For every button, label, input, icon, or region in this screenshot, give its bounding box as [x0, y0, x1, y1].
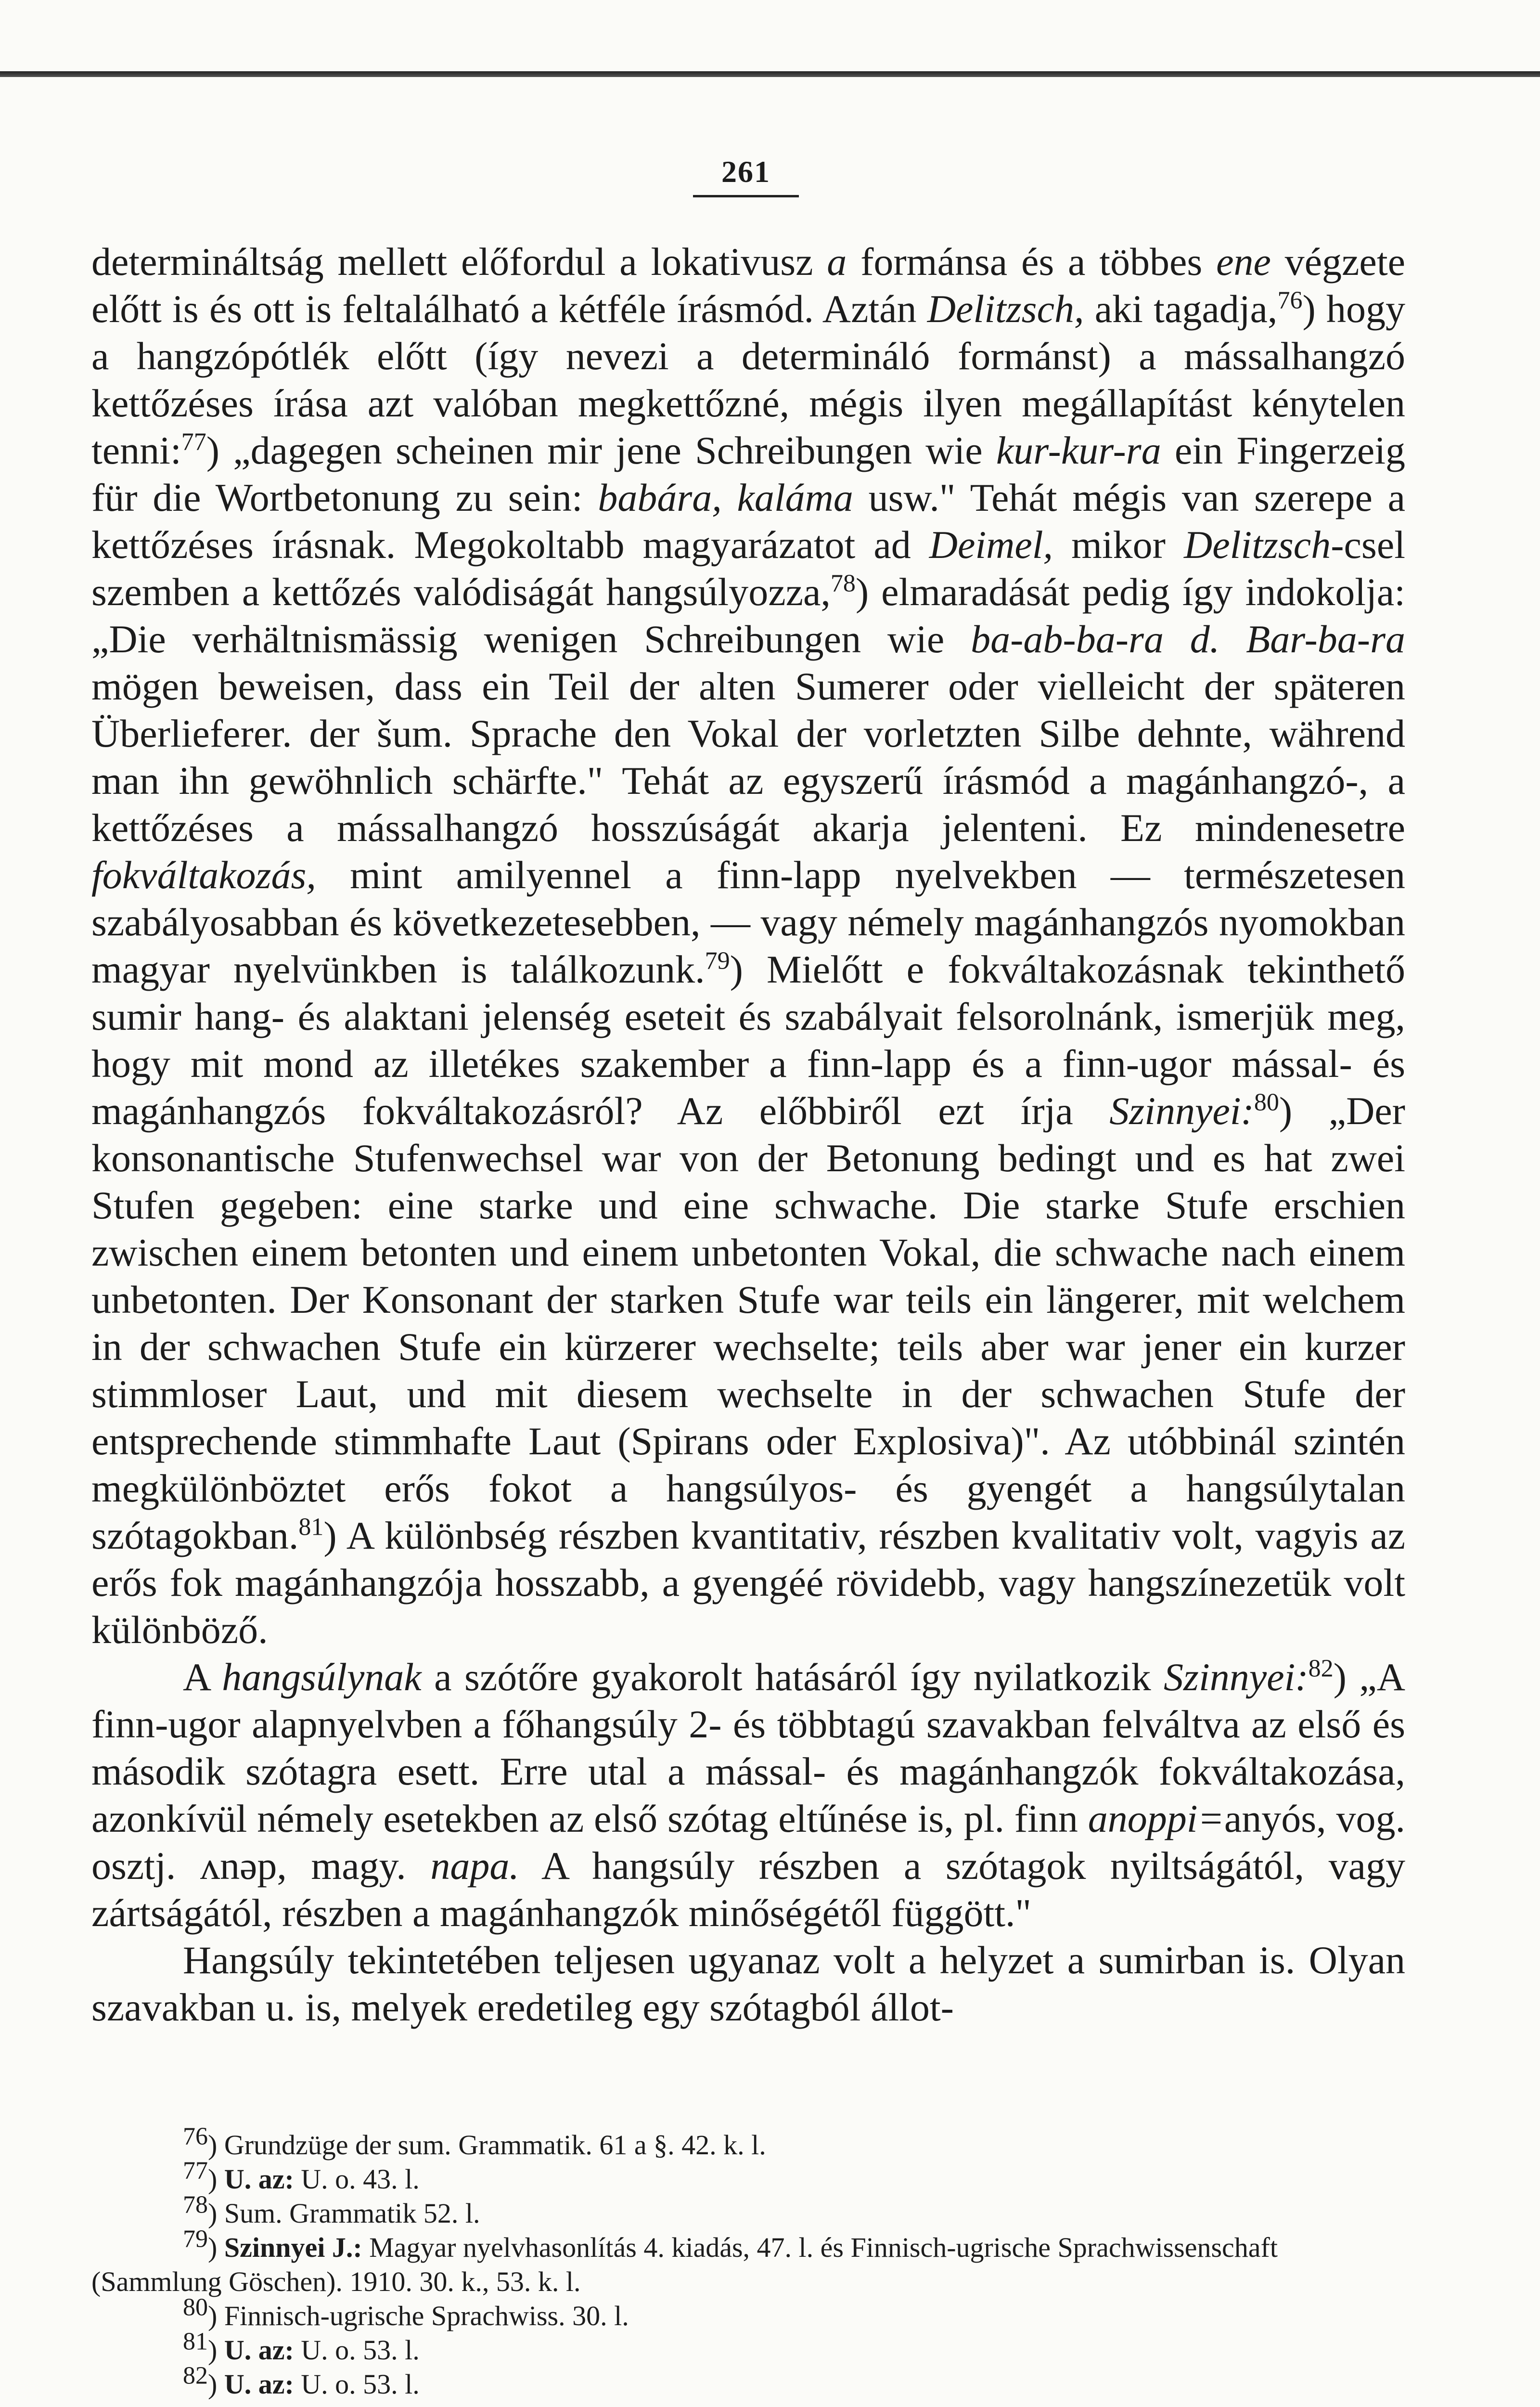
- footnote-80: $^{80}$) Finnisch-ugrische Sprachwiss. 30. l.: [183, 2293, 629, 2331]
- footnote-ref-78[interactable]: 78: [830, 569, 856, 597]
- footnote-ref-76[interactable]: 76: [1277, 286, 1303, 314]
- top-border-rule: [0, 71, 1540, 77]
- footnote-82: $^{82}$) U. az: U. o. 53. l.: [183, 2362, 420, 2400]
- body-text: [91, 238, 1405, 2031]
- page-number-underline: [693, 195, 799, 197]
- footnote-ref-79[interactable]: 79: [705, 947, 730, 975]
- footnote-ref-77[interactable]: 77: [181, 428, 206, 456]
- footnote-78: $^{78}$) Sum. Grammatik 52. l.: [183, 2191, 480, 2229]
- footnote-ref-82[interactable]: 82: [1308, 1655, 1334, 1682]
- paragraph-2: A hangsúlynak a szótőre gyakorolt hatásáról így nyilatkozik Szinnyei:$^{82}$) „A finn-ugor alapnyelvben a főhangsúly 2- és többtagú szavakban felváltva az első és második szótagra esett. Erre utal a mással- és magánhangzók fokváltakozása, azonkívül némely esetekben az első szótag eltűnése is, pl. finn anoppi=anyós, vog. osztj. ʌnəp, magy. napa. A hangsúly részben a szótagok nyiltságától, vagy zártságától, részben a magánhangzók minőségétől függött.": [91, 1655, 1406, 1935]
- paragraph-3: Hangsúly tekintetében teljesen ugyanaz volt a helyzet a sumirban is. Olyan szavakban u. is, melyek eredetileg egy szótagból állot-: [91, 1938, 1405, 2029]
- paragraph-1: determináltság mellett előfordul a lokativusz a formánsa és a többes ene végzete előtt is és ott is feltalálható a kétféle írásmód. Aztán Delitzsch, aki tagadja,$^{76}$) hogy a hangzópótlék előtt (így nevezi a determináló formánst) a mássalhangzó kettőzéses írása azt valóban megkettőzné, mégis ilyen megállapítást kénytelen tenni:$^{77}$) „dagegen scheinen mir jene Schreibungen wie kur-kur-ra ein Fingerzeig für die Wortbetonung zu sein: babára, kaláma usw." Tehát mégis van szerepe a kettőzéses írásnak. Megokoltabb magyarázatot ad Deimel, mikor Delitzsch-csel szemben a kettőzés valódiságát hangsúlyozza,$^{78}$) elmaradását pedig így indokolja: „Die verhältnismässig wenigen Schreibungen wie ba-ab-ba-ra d. Bar-ba-ra mögen beweisen, dass ein Teil der alten Sumerer oder vielleicht der späteren Überlieferer. der šum. Sprache den Vokal der vorletzten Silbe dehnte, während man ihn gewöhnlich schärfte." Tehát az egyszerű írásmód a magánhangzó-, a kettőzéses a mássalhangzó hosszúságát akarja jelenteni. Ez mindenesetre fokváltakozás, mint amilyennel a finn-lapp nyelvekben — természetesen szabályosabban és következetesebben, — vagy némely magánhangzós nyomokban magyar nyelvünkben is találkozunk.$^{79}$) Mielőtt e fokváltakozásnak tekinthető sumir hang- és alaktani jelenség eseteit és szabályait felsorolnánk, ismerjük meg, hogy mit mond az illetékes szakember a finn-lapp és a finn-ugor mással- és magánhangzós fokváltakozásról? Az előbbiről ezt írja Szinnyei:$^{80}$) „Der konsonantische Stufenwechsel war von der Betonung bedingt und es hat zwei Stufen gegeben: eine starke und eine schwache. Die starke Stufe erschien zwischen einem betonten und einem unbetonten Vokal, die schwache nach einem unbetonten. Der Konsonant der starken Stufe war teils ein längerer, mit welchem in der schwachen Stufe ein kürzerer wechselte; teils aber war jener ein kurzer stimmloser Laut, und mit diesem wechselte in der schwachen Stufe der entsprechende stimmhafte Laut (Spirans oder Explosiva)". Az utóbbinál szintén megkülönböztet erős fokot a hangsúlyos- és gyengét a hangsúlytalan szótagokban.$^{81}$) A különbség részben kvantitativ, részben kvalitativ volt, vagyis az erős fok magánhangzója hosszabb, a gyengéé rövidebb, vagy hangszínezetük volt különböző.: [91, 240, 1406, 1652]
- footnote-77: $^{77}$) U. az: U. o. 43. l.: [183, 2157, 420, 2195]
- footnote-76: $^{76}$) Grundzüge der sum. Grammatik. 61 a §. 42. k. l.: [183, 2122, 766, 2161]
- footnote-81: $^{81}$) U. az: U. o. 53. l.: [183, 2328, 420, 2366]
- footnote-ref-81[interactable]: 81: [298, 1513, 324, 1541]
- footnotes: [91, 2122, 1405, 2401]
- footnote-ref-80[interactable]: 80: [1254, 1088, 1279, 1116]
- page-number: 261: [721, 155, 770, 189]
- footnote-79: $^{79}$) Szinnyei J.: Magyar nyelvhasonlítás 4. kiadás, 47. l. és Finnisch-ugrische Sprachwissenschaft (Sammlung Göschen). 1910. 30. k., 53. k. l.: [91, 2225, 1278, 2297]
